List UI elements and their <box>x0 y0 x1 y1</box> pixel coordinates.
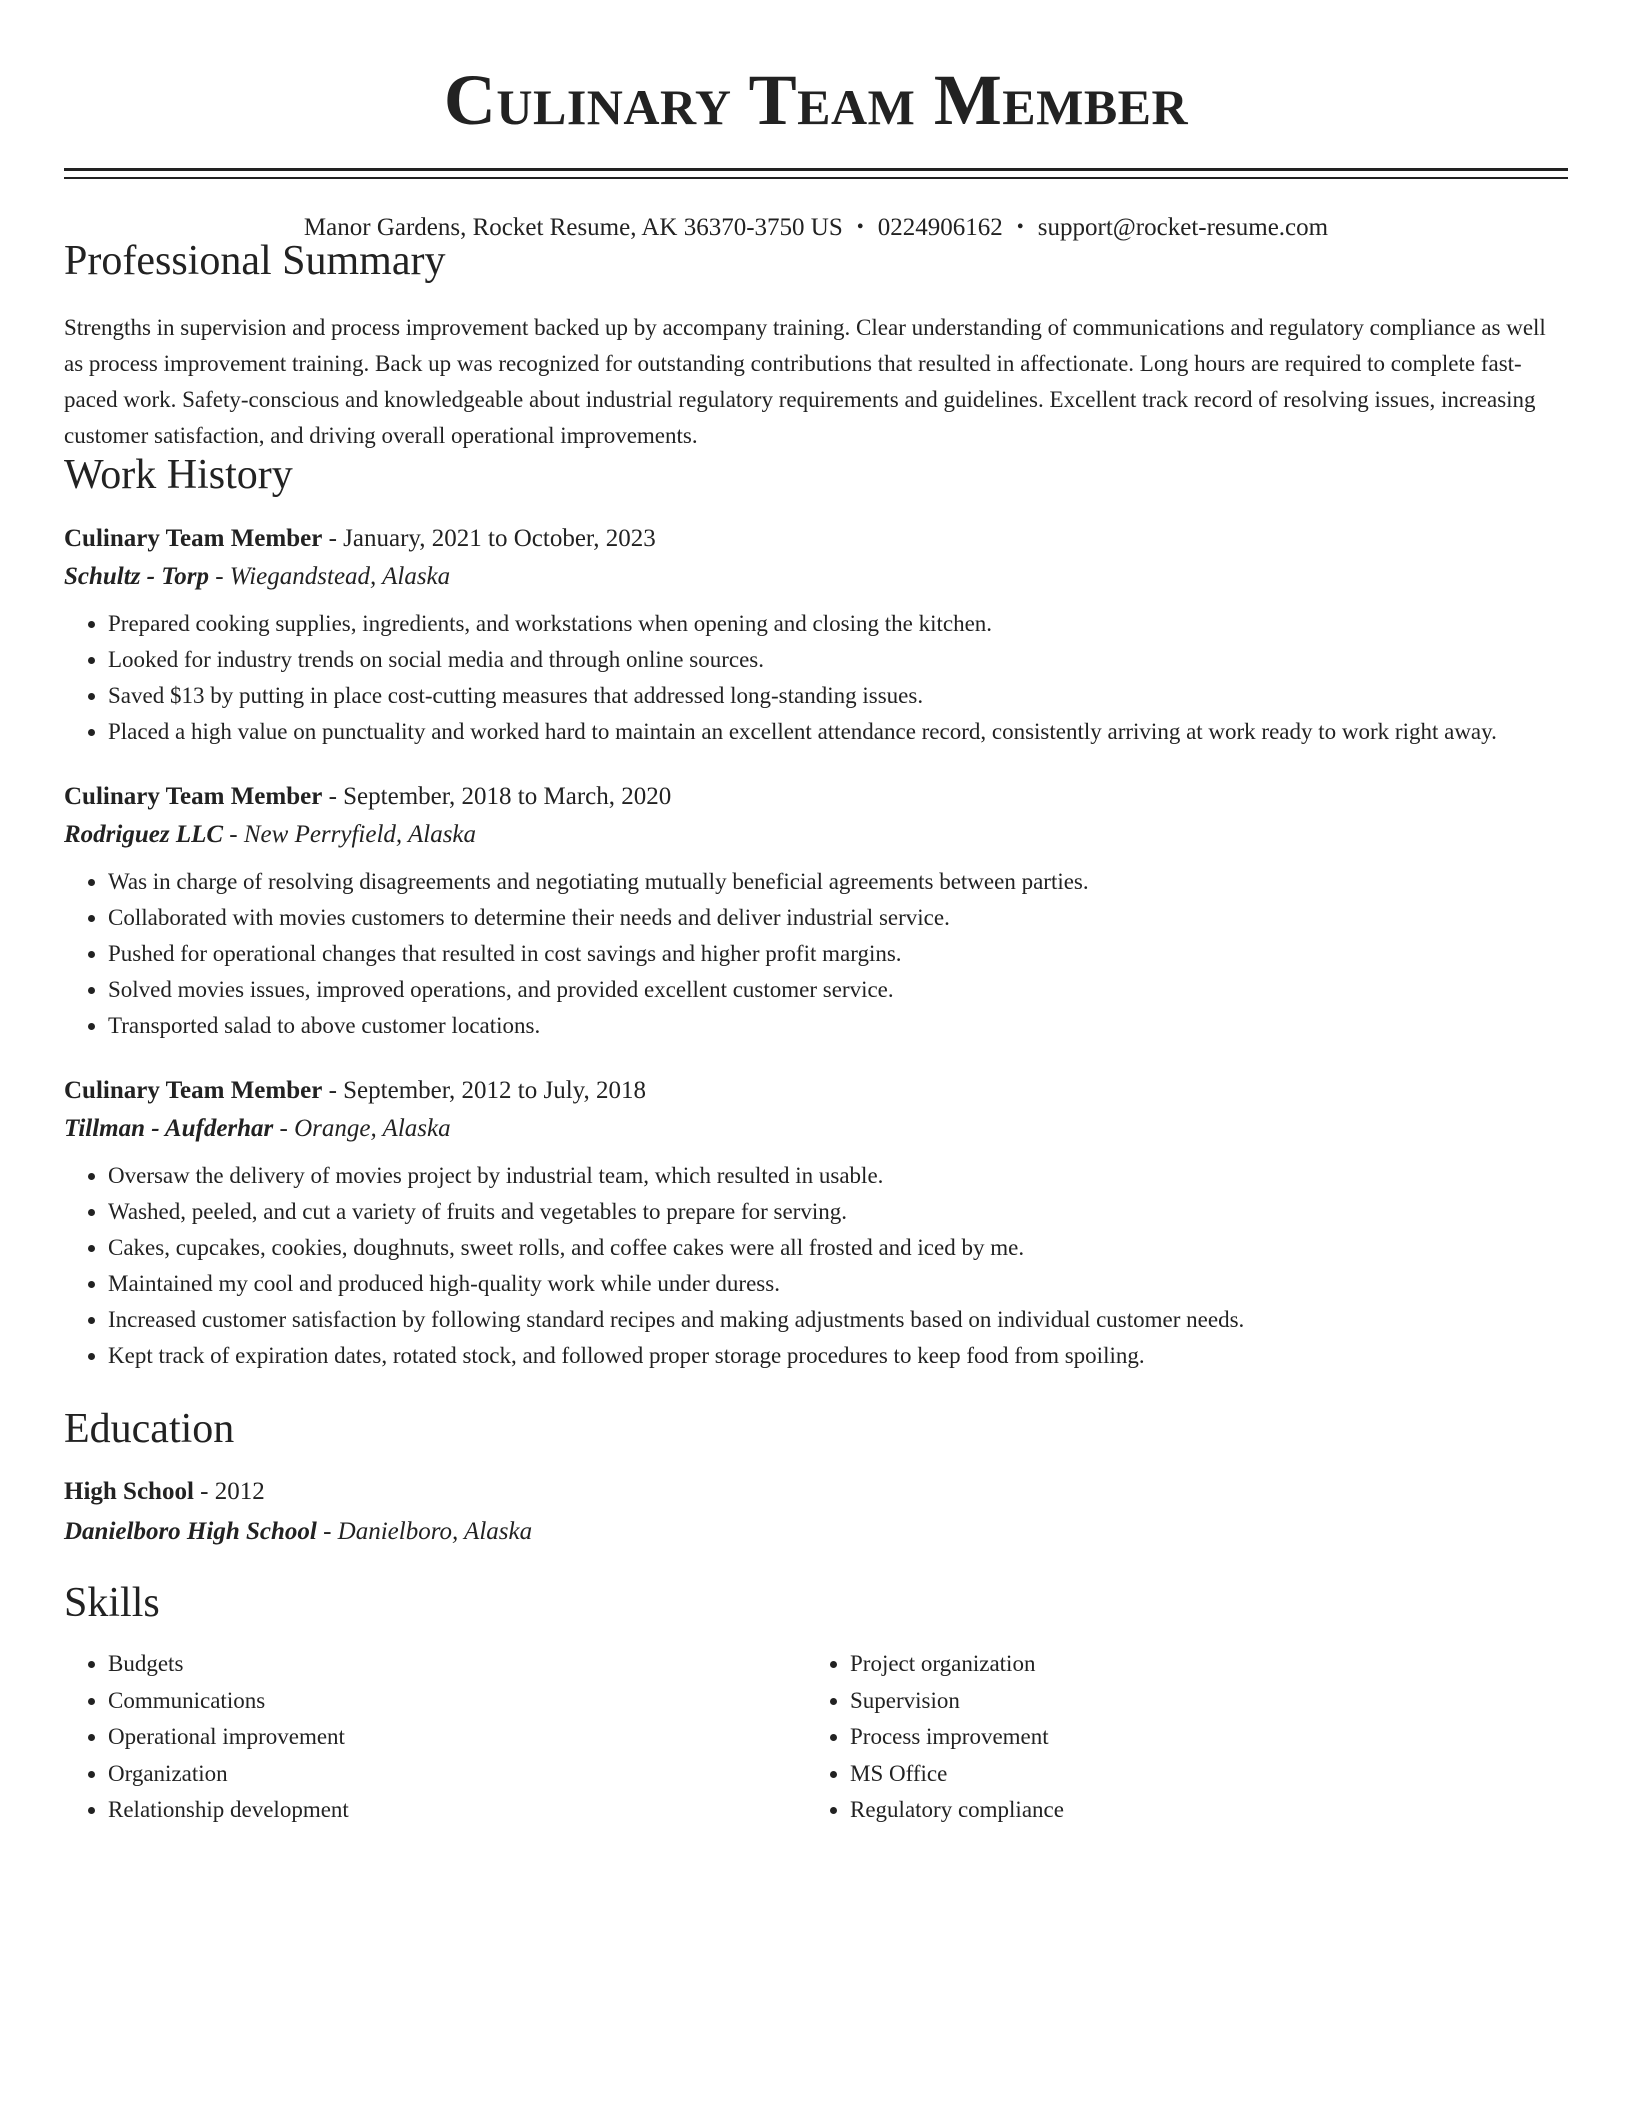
job-location: - Wiegandstead, Alaska <box>208 563 451 590</box>
list-item: • Oversaw the delivery of movies project by industrial team, which resulted in usable. <box>108 1158 1568 1194</box>
job-company: Rodriguez LLC <box>64 821 224 848</box>
job-duties-list <box>64 606 1568 750</box>
skill-item: • MS Office <box>850 1756 1548 1793</box>
section-heading-summary: Professional Summary <box>64 238 446 284</box>
skills-grid <box>64 1646 1568 1829</box>
section-heading-skills: Skills <box>64 1580 160 1626</box>
job-employer <box>64 1110 1568 1148</box>
job-duties-list <box>64 864 1568 1044</box>
contact-email: support@rocket-resume.com <box>1037 214 1329 241</box>
job-entry <box>64 520 1568 750</box>
education-institution <box>64 1512 1568 1552</box>
job-header <box>64 1072 1568 1110</box>
skill-item: • Organization <box>108 1756 806 1793</box>
skill-item: • Communications <box>108 1683 806 1720</box>
contact-address: Manor Gardens, Rocket Resume, AK 36370-3750 US <box>303 214 843 241</box>
education-entry <box>64 1472 1568 1552</box>
job-location: - New Perryfield, Alaska <box>223 821 477 848</box>
list-item: • Transported salad to above customer locations. <box>108 1008 1568 1044</box>
skill-item: • Operational improvement <box>108 1719 806 1756</box>
list-item: • Kept track of expiration dates, rotated stock, and followed proper storage procedures to keep food from spoiling. <box>108 1338 1568 1374</box>
education-location: - Danielboro, Alaska <box>316 1518 533 1545</box>
job-duties-list <box>64 1158 1568 1374</box>
skill-item: • Relationship development <box>108 1792 806 1829</box>
list-item: • Placed a high value on punctuality and worked hard to maintain an excellent attendance record, consistently arriving at work ready to work right away. <box>108 714 1568 750</box>
list-item: • Pushed for operational changes that resulted in cost savings and higher profit margins. <box>108 936 1568 972</box>
skill-item: • Regulatory compliance <box>850 1792 1548 1829</box>
education-degree: High School <box>64 1478 194 1505</box>
job-header <box>64 520 1568 558</box>
education-header <box>64 1472 1568 1512</box>
list-item: • Washed, peeled, and cut a variety of fruits and vegetables to prepare for serving. <box>108 1194 1568 1230</box>
list-item: • Maintained my cool and produced high-quality work while under duress. <box>108 1266 1568 1302</box>
skill-item: • Supervision <box>850 1683 1548 1720</box>
list-item: • Solved movies issues, improved operations, and provided excellent customer service. <box>108 972 1568 1008</box>
list-item: • Collaborated with movies customers to determine their needs and deliver industrial service. <box>108 900 1568 936</box>
list-item: • Saved $13 by putting in place cost-cutting measures that addressed long-standing issues. <box>108 678 1568 714</box>
education-year: - 2012 <box>193 1478 265 1505</box>
skills-list-right <box>806 1646 1548 1829</box>
job-dates: - January, 2021 to October, 2023 <box>322 525 656 552</box>
job-company: Tillman - Aufderhar <box>64 1115 274 1142</box>
job-entry <box>64 1072 1568 1374</box>
list-item: • Prepared cooking supplies, ingredients, and workstations when opening and closing the kitchen. <box>108 606 1568 642</box>
job-title: Culinary Team Member <box>64 525 323 552</box>
job-title: Culinary Team Member <box>64 783 323 810</box>
header-divider-thick <box>64 168 1568 171</box>
job-header <box>64 778 1568 816</box>
skill-item: • Process improvement <box>850 1719 1548 1756</box>
section-heading-education: Education <box>64 1406 235 1452</box>
skill-item: • Budgets <box>108 1646 806 1683</box>
job-entry <box>64 778 1568 1044</box>
list-item: • Cakes, cupcakes, cookies, doughnuts, sweet rolls, and coffee cakes were all frosted and iced by me. <box>108 1230 1568 1266</box>
job-dates: - September, 2012 to July, 2018 <box>322 1077 647 1104</box>
skills-list-left <box>64 1646 806 1829</box>
list-item: • Was in charge of resolving disagreements and negotiating mutually beneficial agreements between parties. <box>108 864 1568 900</box>
contact-separator: • <box>856 216 864 238</box>
job-company: Schultz - Torp <box>64 563 209 590</box>
job-title: Culinary Team Member <box>64 1077 323 1104</box>
job-dates: - September, 2018 to March, 2020 <box>322 783 672 810</box>
header-divider-thin <box>64 177 1568 179</box>
summary-text: Strengths in supervision and process improvement backed up by accompany training. Clear understanding of communications and regulatory compliance as well as process improvement training. Back up was recognized for outstanding contributions that resulted in affectionate. Long hours are required to complete fast-paced work. Safety-conscious and knowledgeable about industrial regulatory requirements and guidelines. Excellent track record of resolving issues, increasing customer satisfaction, and driving overall operational improvements. <box>64 315 1546 448</box>
job-employer <box>64 816 1568 854</box>
list-item: • Looked for industry trends on social media and through online sources. <box>108 642 1568 678</box>
contact-phone: 0224906162 <box>877 214 1003 241</box>
contact-line <box>64 215 1568 240</box>
section-heading-work-history: Work History <box>64 452 293 498</box>
job-employer <box>64 558 1568 596</box>
resume-name: Culinary Team Member <box>443 60 1189 140</box>
list-item: • Increased customer satisfaction by following standard recipes and making adjustments based on individual customer needs. <box>108 1302 1568 1338</box>
skill-item: • Project organization <box>850 1646 1548 1683</box>
job-location: - Orange, Alaska <box>273 1115 451 1142</box>
education-school: Danielboro High School <box>64 1518 317 1545</box>
contact-separator: • <box>1016 216 1024 238</box>
